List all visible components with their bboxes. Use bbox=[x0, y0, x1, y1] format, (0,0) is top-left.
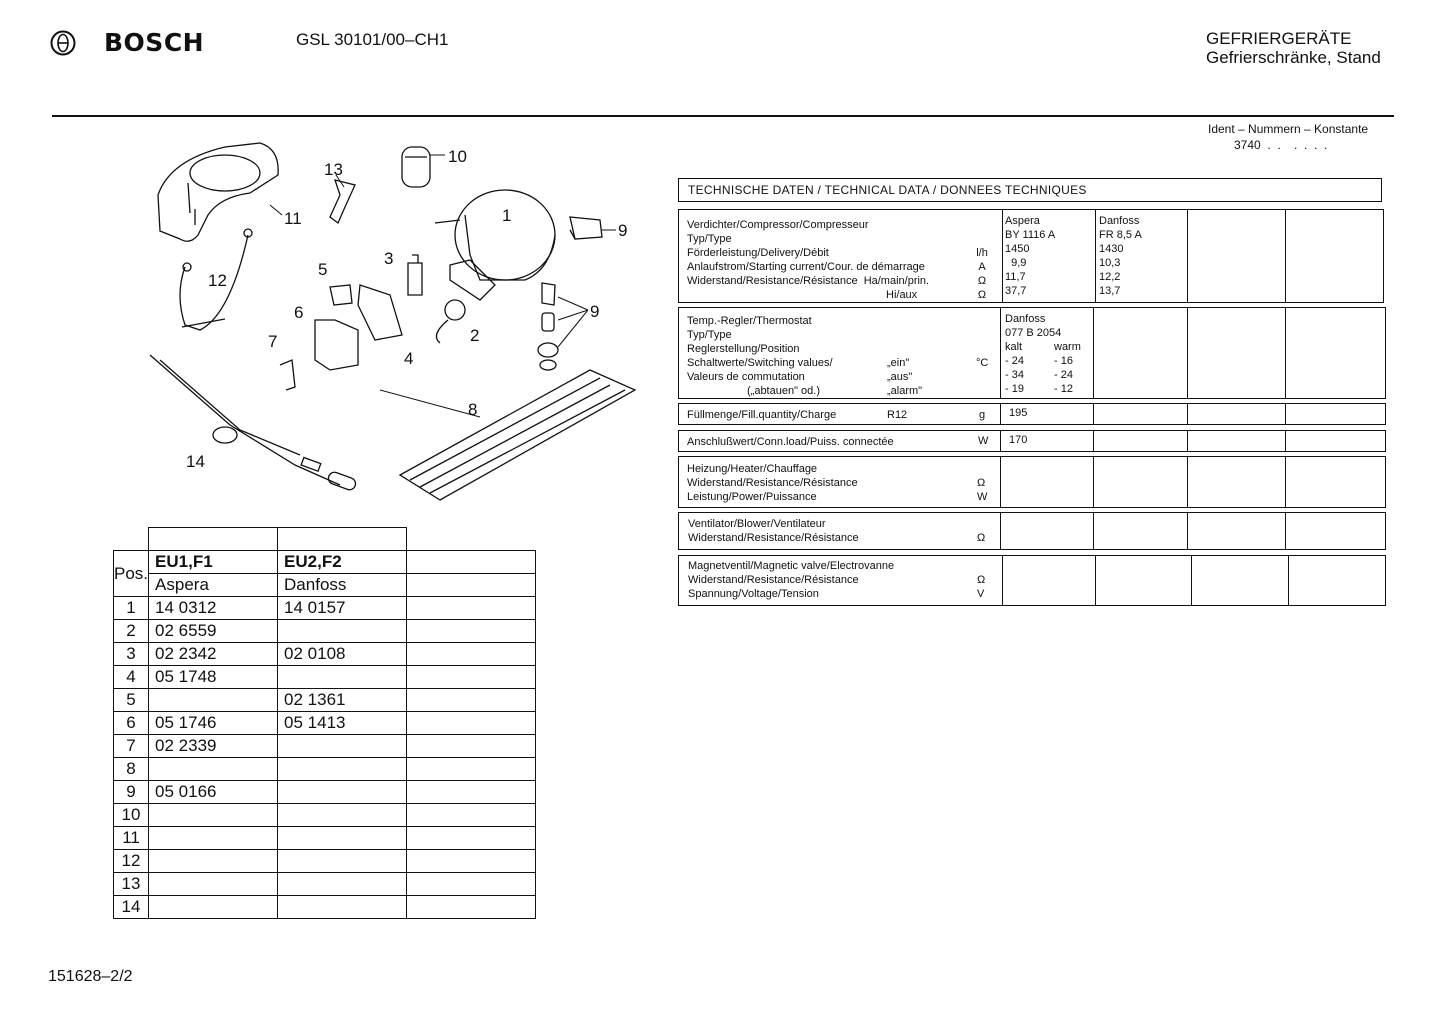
table-row bbox=[114, 827, 536, 850]
load-unit: W bbox=[978, 435, 989, 447]
part-number-eu1 bbox=[149, 850, 278, 873]
part-number-extra bbox=[407, 689, 536, 712]
thermostat-warm-values-line: - 24 bbox=[1054, 369, 1073, 381]
part-number-eu2 bbox=[278, 896, 407, 919]
thermostat-labels-line: Reglerstellung/Position bbox=[687, 343, 800, 355]
part-number-extra bbox=[407, 781, 536, 804]
heater-labels-line: Heizung/Heater/Chauffage bbox=[687, 463, 818, 475]
part-number-extra bbox=[407, 804, 536, 827]
pos: 3 bbox=[114, 643, 149, 666]
compressor-aspera-values-line: BY 1116 A bbox=[1005, 229, 1056, 241]
part-number-extra bbox=[407, 896, 536, 919]
part-number-eu1 bbox=[149, 689, 278, 712]
thermostat-labels-line: Temp.-Regler/Thermostat bbox=[687, 315, 812, 327]
col1-header: EU1,F1 bbox=[149, 551, 278, 574]
thermostat-labels-line: („abtauen" od.) bbox=[747, 385, 821, 397]
compressor-danfoss-values-line: 12,2 bbox=[1099, 271, 1121, 283]
tech-title-box bbox=[678, 178, 1382, 202]
exploded-parts-diagram bbox=[130, 135, 650, 525]
part-number-eu2: 02 0108 bbox=[278, 643, 407, 666]
compressor-aspera-values-line: 1450 bbox=[1005, 243, 1030, 255]
compressor-danfoss-values-line: 10,3 bbox=[1099, 257, 1121, 269]
compressor-labels-line: Hi/aux bbox=[886, 289, 918, 301]
valve-labels-line: Widerstand/Resistance/Résistance bbox=[688, 574, 859, 586]
table-row bbox=[114, 850, 536, 873]
compressor-aspera-values-line: Aspera bbox=[1005, 215, 1040, 227]
charge-unit: g bbox=[979, 409, 986, 421]
brand-name: BOSCH bbox=[104, 28, 205, 57]
valve-units bbox=[977, 559, 985, 601]
callout-11: 11 bbox=[284, 209, 302, 228]
bosch-logo-icon bbox=[50, 30, 76, 56]
heater-units-line: Ω bbox=[977, 477, 986, 489]
callout-8: 8 bbox=[468, 400, 478, 419]
parts-list-table bbox=[113, 527, 536, 919]
part-number-extra bbox=[407, 827, 536, 850]
part-number-eu1 bbox=[149, 827, 278, 850]
compressor-aspera-values-line: 11,7 bbox=[1005, 271, 1026, 283]
part-number-extra bbox=[407, 666, 536, 689]
header-rule bbox=[52, 115, 1394, 117]
part-number-eu2 bbox=[278, 850, 407, 873]
blower-labels bbox=[688, 517, 859, 545]
thermostat-switch-states-line: „alarm" bbox=[887, 385, 923, 397]
callout-1: 1 bbox=[502, 206, 512, 225]
callout-3: 3 bbox=[384, 249, 394, 268]
callout-9b: 9 bbox=[590, 302, 600, 321]
valve-units-line bbox=[977, 559, 985, 573]
table-row bbox=[114, 620, 536, 643]
thermostat-switch-states-line: „aus" bbox=[887, 371, 913, 383]
thermostat-unit: °C bbox=[976, 357, 989, 369]
thermostat-values-line: kalt bbox=[1005, 341, 1023, 353]
compressor-labels-line: Förderleistung/Delivery/Débit bbox=[687, 247, 829, 259]
pos: 6 bbox=[114, 712, 149, 735]
heater-units-line: W bbox=[977, 491, 988, 503]
thermostat-warm-values-line: warm bbox=[1054, 341, 1081, 353]
compressor-units-line bbox=[975, 218, 989, 232]
blower-units-line: Ω bbox=[977, 532, 986, 544]
valve-labels-line: Magnetventil/Magnetic valve/Electrovanne bbox=[688, 560, 895, 572]
table-row bbox=[114, 597, 536, 620]
table-row bbox=[114, 758, 536, 781]
thermostat-switch-states bbox=[887, 356, 922, 398]
charge-label: Füllmenge/Fill.quantity/Charge bbox=[687, 409, 837, 421]
part-number-eu1: 05 1748 bbox=[149, 666, 278, 689]
compressor-danfoss-values-line: 1430 bbox=[1099, 243, 1124, 255]
part-number-eu2: 05 1413 bbox=[278, 712, 407, 735]
compressor-aspera-values-line: 9,9 bbox=[1005, 257, 1027, 269]
compressor-danfoss-values-line: FR 8,5 A bbox=[1099, 229, 1142, 241]
thermostat-values bbox=[1005, 312, 1061, 396]
thermostat-values-line: - 19 bbox=[1005, 383, 1024, 395]
table-row bbox=[114, 689, 536, 712]
part-number-eu2: 02 1361 bbox=[278, 689, 407, 712]
compressor-labels bbox=[687, 218, 929, 302]
part-number-eu2 bbox=[278, 804, 407, 827]
part-number-eu2 bbox=[278, 873, 407, 896]
pos: 10 bbox=[114, 804, 149, 827]
callout-12: 12 bbox=[208, 271, 227, 290]
model-number: GSL 30101/00–CH1 bbox=[296, 30, 449, 49]
charge-box bbox=[678, 403, 1386, 425]
table-row bbox=[114, 643, 536, 666]
part-number-eu1 bbox=[149, 896, 278, 919]
pos: 9 bbox=[114, 781, 149, 804]
pos: 4 bbox=[114, 666, 149, 689]
table-row bbox=[114, 666, 536, 689]
compressor-units-line: l/h bbox=[976, 247, 988, 259]
table-row bbox=[114, 712, 536, 735]
thermostat-labels-line: Valeurs de commutation bbox=[687, 371, 805, 383]
thermostat-labels-line: Schaltwerte/Switching values/ bbox=[687, 357, 833, 369]
charge-value: 195 bbox=[1009, 407, 1028, 419]
tech-title: TECHNISCHE DATEN / TECHNICAL DATA / DONNEES TECHNIQUES bbox=[688, 183, 1087, 197]
blower-units-line bbox=[977, 517, 985, 531]
ident-label: Ident – Nummern – Konstante bbox=[1208, 122, 1369, 136]
thermostat-switch-states-line: „ein" bbox=[887, 357, 910, 369]
charge-refrigerant: R12 bbox=[887, 409, 908, 421]
table-row bbox=[114, 804, 536, 827]
part-number-eu1: 14 0312 bbox=[149, 597, 278, 620]
thermostat-values-line: - 34 bbox=[1005, 369, 1024, 381]
table-row bbox=[114, 735, 536, 758]
pos: 2 bbox=[114, 620, 149, 643]
compressor-labels-line: Verdichter/Compressor/Compresseur bbox=[687, 219, 869, 231]
part-number-extra bbox=[407, 597, 536, 620]
callout-7: 7 bbox=[268, 332, 278, 351]
pos-header: Pos. bbox=[114, 551, 149, 597]
compressor-danfoss-values-line: 13,7 bbox=[1099, 285, 1121, 297]
heater-units-line bbox=[977, 462, 987, 476]
blower-units bbox=[977, 517, 985, 545]
heater-labels bbox=[687, 462, 858, 504]
compressor-units-line: A bbox=[978, 261, 986, 273]
pos: 13 bbox=[114, 873, 149, 896]
valve-labels-line: Spannung/Voltage/Tension bbox=[688, 588, 819, 600]
valve-labels bbox=[688, 559, 894, 601]
callout-6: 6 bbox=[294, 303, 304, 322]
part-number-eu1: 02 6559 bbox=[149, 620, 278, 643]
compressor-units-line bbox=[975, 232, 989, 246]
blower-box bbox=[678, 512, 1386, 550]
heater-box bbox=[678, 456, 1386, 508]
callout-2: 2 bbox=[470, 326, 480, 345]
part-number-extra bbox=[407, 873, 536, 896]
callout-5: 5 bbox=[318, 260, 328, 279]
valve-box bbox=[678, 555, 1386, 606]
category-title: GEFRIERGERÄTE bbox=[1206, 29, 1352, 48]
thermostat-values-line: 077 B 2054 bbox=[1005, 327, 1062, 339]
callout-14: 14 bbox=[186, 452, 205, 471]
pos: 8 bbox=[114, 758, 149, 781]
part-number-extra bbox=[407, 643, 536, 666]
col2-subheader: Danfoss bbox=[278, 574, 407, 597]
category-subtitle: Gefrierschränke, Stand bbox=[1206, 48, 1381, 67]
compressor-labels-line: Widerstand/Resistance/Résistance Ha/main/prin. bbox=[687, 275, 930, 287]
pos: 12 bbox=[114, 850, 149, 873]
thermostat-warm-values-line: - 12 bbox=[1054, 383, 1073, 395]
pos: 14 bbox=[114, 896, 149, 919]
blower-labels-line: Widerstand/Resistance/Résistance bbox=[688, 532, 859, 544]
load-value: 170 bbox=[1009, 434, 1028, 446]
compressor-aspera-values-line: 37,7 bbox=[1005, 285, 1027, 297]
ident-value: 3740 . . . . . . bbox=[1234, 138, 1328, 152]
part-number-eu1 bbox=[149, 758, 278, 781]
callout-9a: 9 bbox=[618, 221, 628, 240]
valve-units-line: V bbox=[977, 588, 985, 600]
heater-labels-line: Leistung/Power/Puissance bbox=[687, 491, 817, 503]
part-number-eu1: 05 0166 bbox=[149, 781, 278, 804]
col1-subheader: Aspera bbox=[149, 574, 278, 597]
part-number-eu1: 02 2339 bbox=[149, 735, 278, 758]
blower-labels-line: Ventilator/Blower/Ventilateur bbox=[688, 518, 826, 530]
part-number-extra bbox=[407, 758, 536, 781]
thermostat-values-line: Danfoss bbox=[1005, 313, 1046, 325]
compressor-labels-line: Typ/Type bbox=[687, 233, 732, 245]
col2-header: EU2,F2 bbox=[278, 551, 407, 574]
part-number-eu1: 05 1746 bbox=[149, 712, 278, 735]
part-number-eu1 bbox=[149, 804, 278, 827]
callout-4: 4 bbox=[404, 349, 414, 368]
heater-units bbox=[977, 462, 987, 504]
pos: 7 bbox=[114, 735, 149, 758]
callout-13: 13 bbox=[324, 160, 343, 179]
part-number-eu1 bbox=[149, 873, 278, 896]
valve-units-line: Ω bbox=[977, 574, 986, 586]
part-number-eu2 bbox=[278, 827, 407, 850]
load-box bbox=[678, 430, 1386, 452]
compressor-aspera-values bbox=[1005, 214, 1055, 298]
heater-labels-line: Widerstand/Resistance/Résistance bbox=[687, 477, 858, 489]
part-number-eu2 bbox=[278, 758, 407, 781]
table-row bbox=[114, 896, 536, 919]
thermostat-box bbox=[678, 307, 1386, 399]
compressor-units bbox=[975, 218, 989, 302]
part-number-extra bbox=[407, 712, 536, 735]
compressor-labels-line: Anlaufstrom/Starting current/Cour. de démarrage bbox=[687, 261, 925, 273]
compressor-danfoss-values bbox=[1099, 214, 1142, 298]
table-row bbox=[114, 781, 536, 804]
part-number-eu1: 02 2342 bbox=[149, 643, 278, 666]
part-number-eu2 bbox=[278, 620, 407, 643]
thermostat-labels bbox=[687, 314, 833, 398]
callout-10: 10 bbox=[448, 147, 467, 166]
pos: 1 bbox=[114, 597, 149, 620]
thermostat-warm-values bbox=[1054, 340, 1081, 396]
document-number: 151628–2/2 bbox=[48, 968, 133, 985]
part-number-extra bbox=[407, 620, 536, 643]
pos: 5 bbox=[114, 689, 149, 712]
part-number-extra bbox=[407, 850, 536, 873]
pos: 11 bbox=[114, 827, 149, 850]
compressor-units-line: Ω bbox=[977, 275, 987, 287]
thermostat-labels-line: Typ/Type bbox=[687, 329, 732, 341]
part-number-extra bbox=[407, 735, 536, 758]
load-label: Anschlußwert/Conn.load/Puiss. connectée bbox=[687, 436, 894, 448]
thermostat-values-line: - 24 bbox=[1005, 355, 1024, 367]
thermostat-warm-values-line: - 16 bbox=[1054, 355, 1073, 367]
table-row bbox=[114, 873, 536, 896]
part-number-eu2 bbox=[278, 781, 407, 804]
part-number-eu2 bbox=[278, 735, 407, 758]
compressor-danfoss-values-line: Danfoss bbox=[1099, 215, 1140, 227]
part-number-eu2: 14 0157 bbox=[278, 597, 407, 620]
compressor-box bbox=[678, 209, 1384, 303]
part-number-eu2 bbox=[278, 666, 407, 689]
compressor-units-line: Ω bbox=[977, 289, 987, 301]
